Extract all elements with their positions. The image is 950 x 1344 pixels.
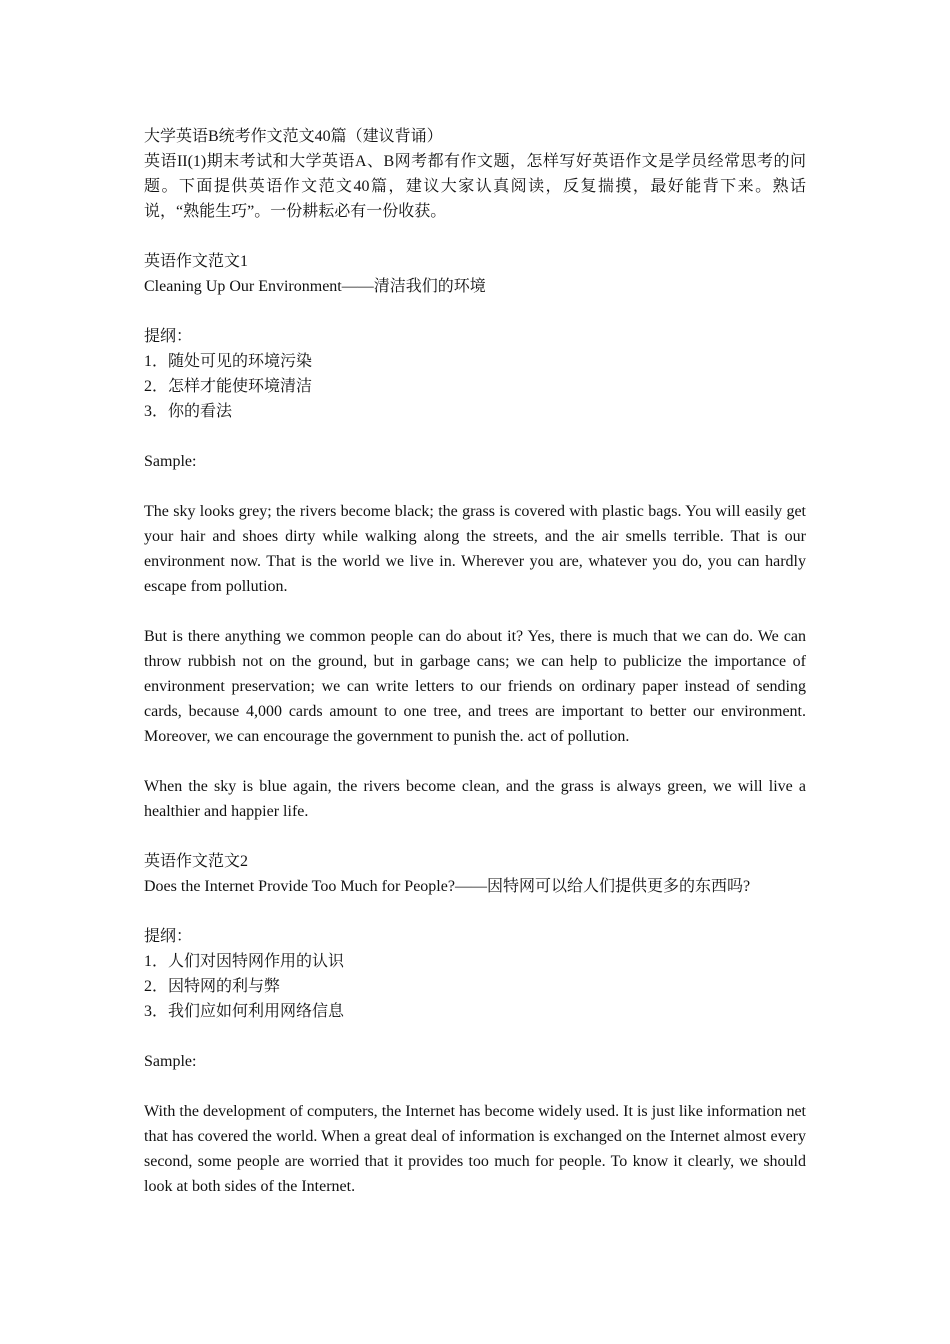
spacer	[144, 299, 806, 324]
essay-section	[144, 249, 806, 849]
sample-label: Sample:	[144, 1053, 197, 1070]
spacer	[144, 749, 806, 774]
essay-paragraph: With the development of computers, the Internet has become widely used. It is just like information net that has covered the world. When a great deal of information is exchanged on the Internet almost every second, some people are worried that it provides too much for people. To know it clearly, we should look at both sides of the Internet.	[144, 1103, 806, 1195]
essay-paragraph: But is there anything we common people can do about it? Yes, there is much that we can do. We can throw rubbish not on the ground, but in garbage cans; we can help to publicize the importance of environment preservation; we can write letters to our friends on ordinary paper instead of sending cards, because 4,000 cards amount to one tree, and trees are important to better our environment. Moreover, we can encourage the government to punish the. act of pollution.	[144, 628, 806, 745]
intro-paragraph: 英语II(1)期末考试和大学英语A、B网考都有作文题，怎样写好英语作文是学员经常思考的问题。下面提供英语作文范文40篇，建议大家认真阅读，反复揣摸，最好能背下来。熟话说，“熟能生巧”。一份耕耘必有一份收获。	[144, 153, 806, 220]
outline-item: 3．你的看法	[144, 403, 233, 420]
spacer	[144, 899, 806, 924]
essay-title: Cleaning Up Our Environment——清洁我们的环境	[144, 278, 486, 295]
essay-paragraph: When the sky is blue again, the rivers become clean, and the grass is always green, we will live a healthier and happier life.	[144, 778, 806, 820]
essay-heading: 英语作文范文2	[144, 853, 249, 870]
essay-heading: 英语作文范文1	[144, 253, 249, 270]
spacer	[144, 424, 806, 449]
outline-item: 3．我们应如何利用网络信息	[144, 1003, 345, 1020]
spacer	[144, 1024, 806, 1049]
spacer	[144, 824, 806, 849]
document-page	[144, 124, 806, 1199]
outline-label: 提纲：	[144, 928, 193, 945]
spacer	[144, 1074, 806, 1099]
outline-item: 1．人们对因特网作用的认识	[144, 953, 345, 970]
outline-item: 2．怎样才能使环境清洁	[144, 378, 313, 395]
outline-item: 2．因特网的利与弊	[144, 978, 281, 995]
outline-item: 1．随处可见的环境污染	[144, 353, 313, 370]
spacer	[144, 474, 806, 499]
sample-label: Sample:	[144, 453, 197, 470]
document-title: 大学英语B统考作文范文40篇（建议背诵）	[144, 128, 443, 145]
essay-section	[144, 849, 806, 1199]
spacer	[144, 224, 806, 249]
essay-title: Does the Internet Provide Too Much for People?——因特网可以给人们提供更多的东西吗?	[144, 878, 751, 895]
outline-label: 提纲：	[144, 328, 193, 345]
spacer	[144, 599, 806, 624]
essay-paragraph: The sky looks grey; the rivers become black; the grass is covered with plastic bags. You will easily get your hair and shoes dirty while walking along the streets, and the air smells terrible. That is our environment now. That is the world we live in. Wherever you are, whatever you do, you can hardly escape from pollution.	[144, 503, 806, 595]
